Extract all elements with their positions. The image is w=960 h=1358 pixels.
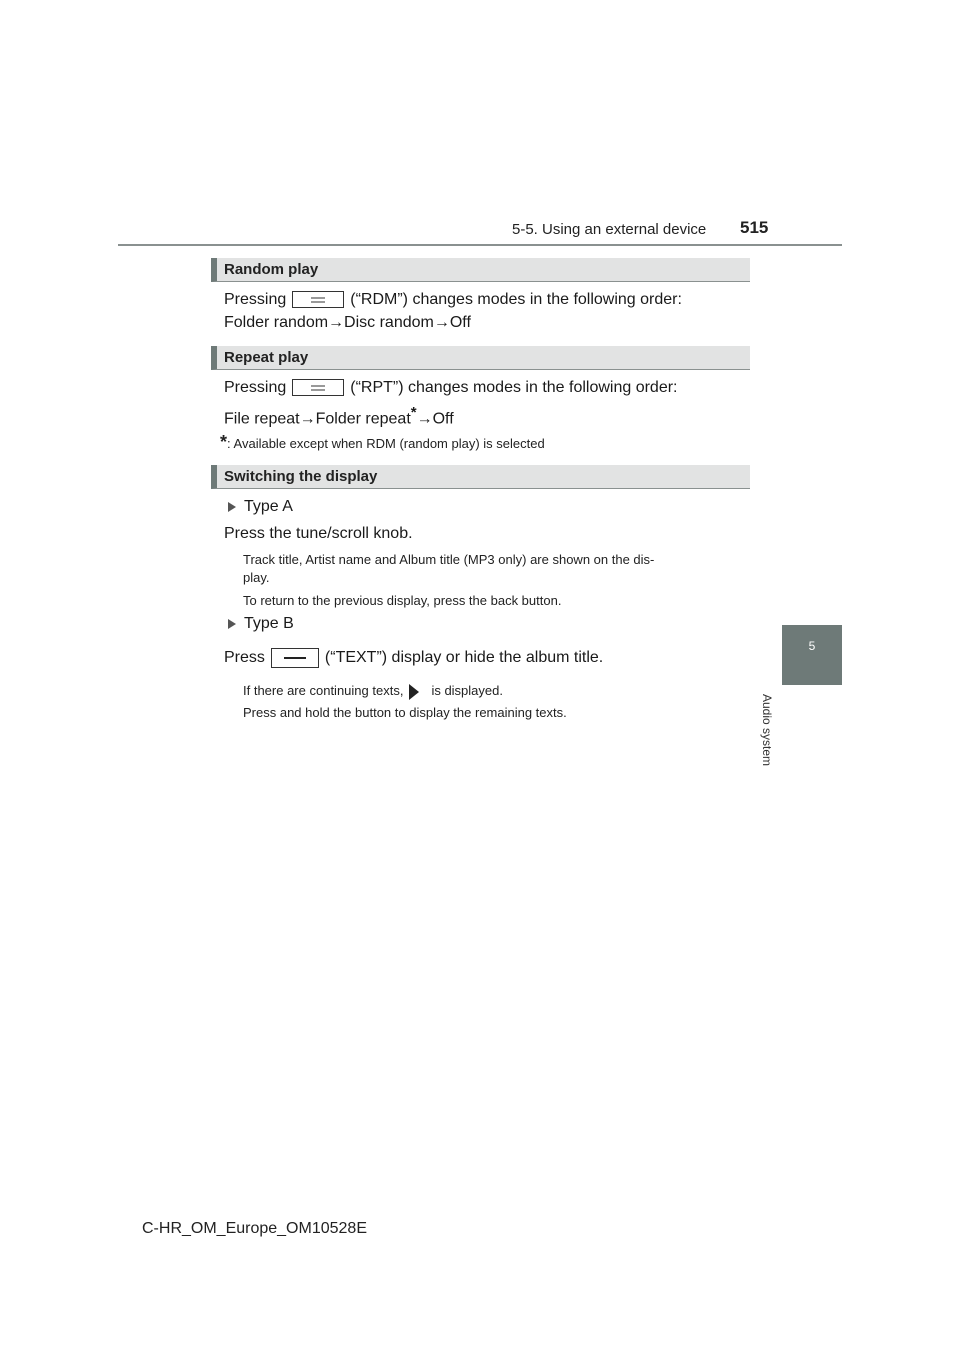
repeat-play-order-post: →Off — [416, 410, 454, 428]
random-play-instruction — [224, 291, 682, 309]
triangle-bullet-icon — [228, 502, 236, 512]
type-a-text: Type A — [244, 498, 293, 515]
type-b-note2: Press and hold the button to display the remaining texts. — [243, 705, 567, 720]
switching-display-heading — [211, 465, 750, 489]
switching-display-heading-text: Switching the display — [224, 468, 378, 485]
repeat-play-instruction — [224, 379, 678, 397]
footnote-text: : Available except when RDM (random play) is selected — [227, 436, 545, 451]
type-b-action-text: (“TEXT”) display or hide the album title. — [324, 649, 604, 667]
random-play-pressing: Pressing — [224, 291, 287, 308]
rpt-button-icon — [292, 379, 344, 396]
type-b-press: Press — [224, 649, 265, 667]
random-play-heading — [211, 258, 750, 282]
footnote-star: * — [220, 432, 228, 452]
type-a-note1-cont: play. — [243, 570, 270, 585]
repeat-play-heading-text: Repeat play — [224, 349, 309, 366]
section-title: 5-5. Using an external device — [512, 221, 707, 238]
type-b-note1-post: is displayed. — [431, 683, 503, 698]
type-b-label — [228, 615, 294, 633]
chapter-tab — [782, 625, 842, 685]
document-code: C-HR_OM_Europe_OM10528E — [142, 1220, 367, 1237]
page-number: 515 — [740, 218, 769, 237]
type-b-note1-pre: If there are continuing texts, — [243, 683, 404, 698]
random-play-mode-text: (“RDM”) changes modes in the following order: — [350, 291, 682, 308]
random-play-heading-text: Random play — [224, 261, 319, 278]
continue-arrow-icon — [409, 684, 419, 700]
type-a-note1: Track title, Artist name and Album title (MP3 only) are shown on the dis- — [243, 552, 655, 567]
triangle-bullet-icon — [228, 619, 236, 629]
type-b-text: Type B — [244, 615, 294, 632]
repeat-play-pressing: Pressing — [224, 379, 287, 396]
type-a-note2: To return to the previous display, press the back button. — [243, 593, 562, 608]
random-play-order: Folder random→Disc random→Off — [224, 314, 471, 331]
repeat-play-order — [224, 404, 454, 428]
repeat-play-order-pre: File repeat→Folder repeat — [224, 410, 411, 428]
repeat-play-mode-text: (“RPT”) changes modes in the following order: — [350, 379, 678, 396]
repeat-play-heading — [211, 346, 750, 370]
repeat-play-footnote — [220, 432, 545, 453]
rdm-button-icon — [292, 291, 344, 308]
type-b-instruction — [224, 648, 603, 668]
chapter-label-vertical — [752, 694, 772, 814]
chapter-label: Audio system — [760, 694, 774, 767]
type-b-note1 — [243, 683, 503, 700]
footnote-marker: * — [410, 404, 417, 421]
type-a-label — [228, 498, 293, 516]
header-divider — [118, 244, 842, 246]
chapter-number: 5 — [808, 639, 816, 653]
type-a-instruction: Press the tune/scroll knob. — [224, 525, 413, 542]
text-button-icon — [271, 648, 319, 668]
